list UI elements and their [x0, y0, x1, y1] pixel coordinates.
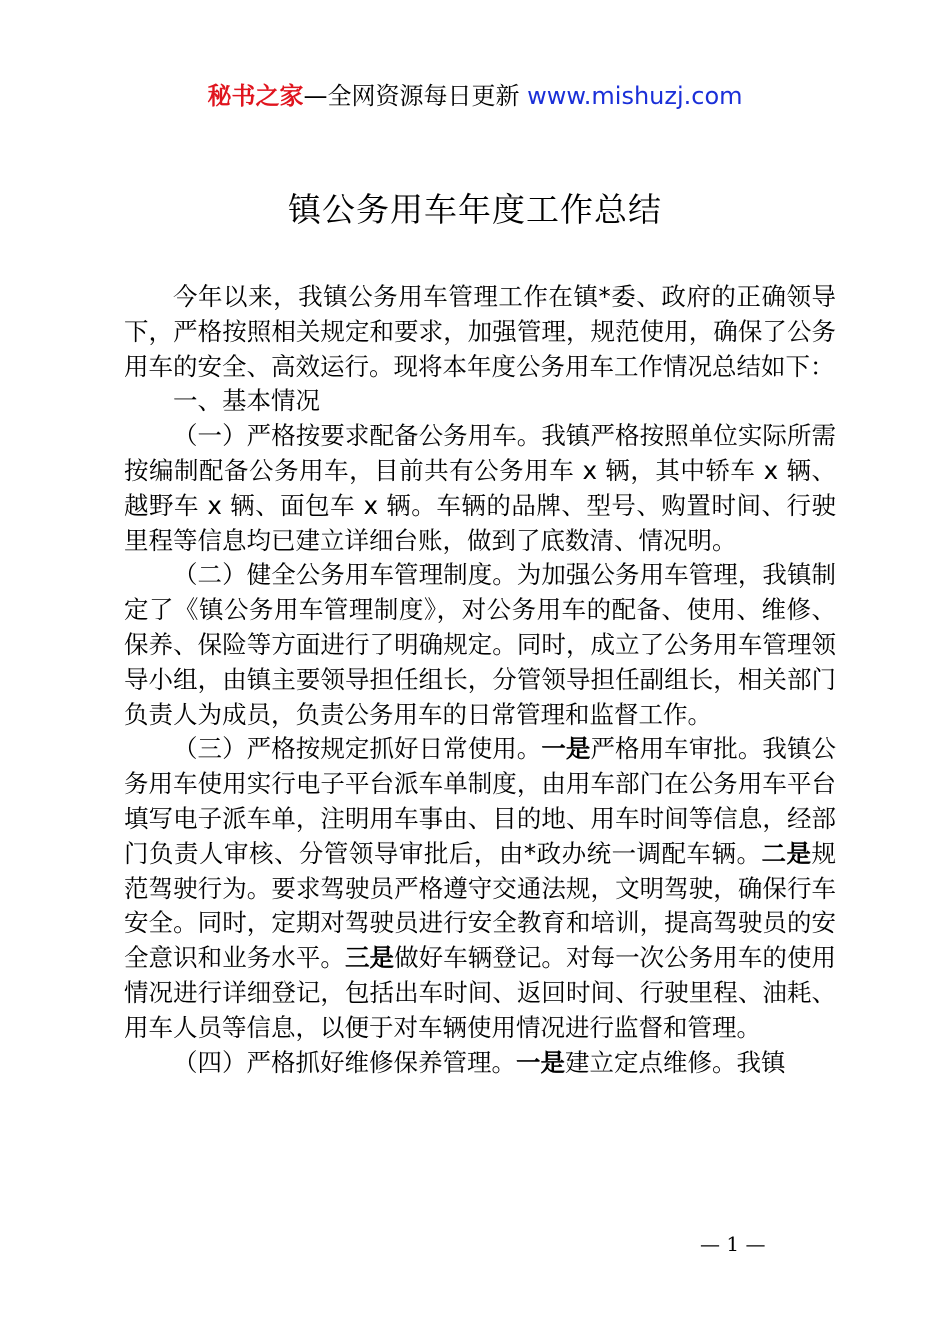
point-marker-2: 二是 [761, 838, 812, 868]
brand-name: 秘书之家 [207, 82, 304, 110]
point-marker-3: 三是 [344, 943, 395, 973]
paragraph-text: 做好车辆登记。对每一次公务用车的使用情况进行详细登记，包括出车时间、返回时间、行驶里程、油耗、用车人员等信息，以便于对车辆使用情况进行监督和管理。 [124, 943, 837, 1042]
document-body [124, 280, 836, 1080]
site-url[interactable]: www.mishuzj.com [527, 82, 743, 110]
paragraph-management-system: （二）健全公务用车管理制度。为加强公务用车管理，我镇制定了《镇公务用车管理制度》，对公务用车的配备、使用、维修、保养、保险等方面进行了明确规定。同时，成立了公务用车管理领导小组，由镇主要领导担任组长，分管领导担任副组长，相关部门负责人为成员，负责公务用车的日常管理和监督工作。 [124, 560, 836, 729]
page-number: — 1 — [700, 1232, 766, 1256]
paragraph-text: 规范驾驶行为。要求驾驶员严格遵守交通法规，文明驾驶，确保行车安全。同时，定期对驾驶员进行安全教育和培训，提高驾驶员的安全意识和业务水平。 [124, 838, 836, 973]
intro-paragraph: 今年以来，我镇公务用车管理工作在镇*委、政府的正确领导下，严格按照相关规定和要求，加强管理，规范使用，确保了公务用车的安全、高效运行。现将本年度公务用车工作情况总结如下： [124, 282, 836, 381]
banner-tagline: —全网资源每日更新 [303, 82, 528, 110]
point-marker-1: 一是 [541, 734, 591, 764]
paragraph-maintenance [124, 1046, 836, 1081]
point-marker-1: 一是 [516, 1047, 565, 1077]
paragraph-text: 严格用车审批。我镇公务用车使用实行电子平台派车单制度，由用车部门在公务用车平台填写电子派车单，注明用车事由、目的地、用车时间等信息，经部门负责人审核、分管领导审批后，由*政办统一调配车辆。 [124, 734, 837, 868]
paragraph-text: 建立定点维修。我镇 [565, 1047, 786, 1077]
document-title: 镇公务用车年度工作总结 [288, 190, 662, 229]
section-heading-basic: 一、基本情况 [173, 386, 320, 416]
site-banner [0, 78, 950, 114]
paragraph-daily-use [124, 732, 836, 1045]
paragraph-lead: （四）严格抓好维修保养管理。 [173, 1047, 516, 1077]
paragraph-lead: （三）严格按规定抓好日常使用。 [173, 734, 542, 764]
paragraph-vehicles: （一）严格按要求配备公务用车。我镇严格按照单位实际所需按编制配备公务用车，目前共有公务用车 x 辆，其中轿车 x 辆、越野车 x 辆、面包车 x 辆。车辆的品牌、型号、购置时间、行驶里程等信息均已建立详细台账，做到了底数清、情况明。 [124, 421, 836, 555]
